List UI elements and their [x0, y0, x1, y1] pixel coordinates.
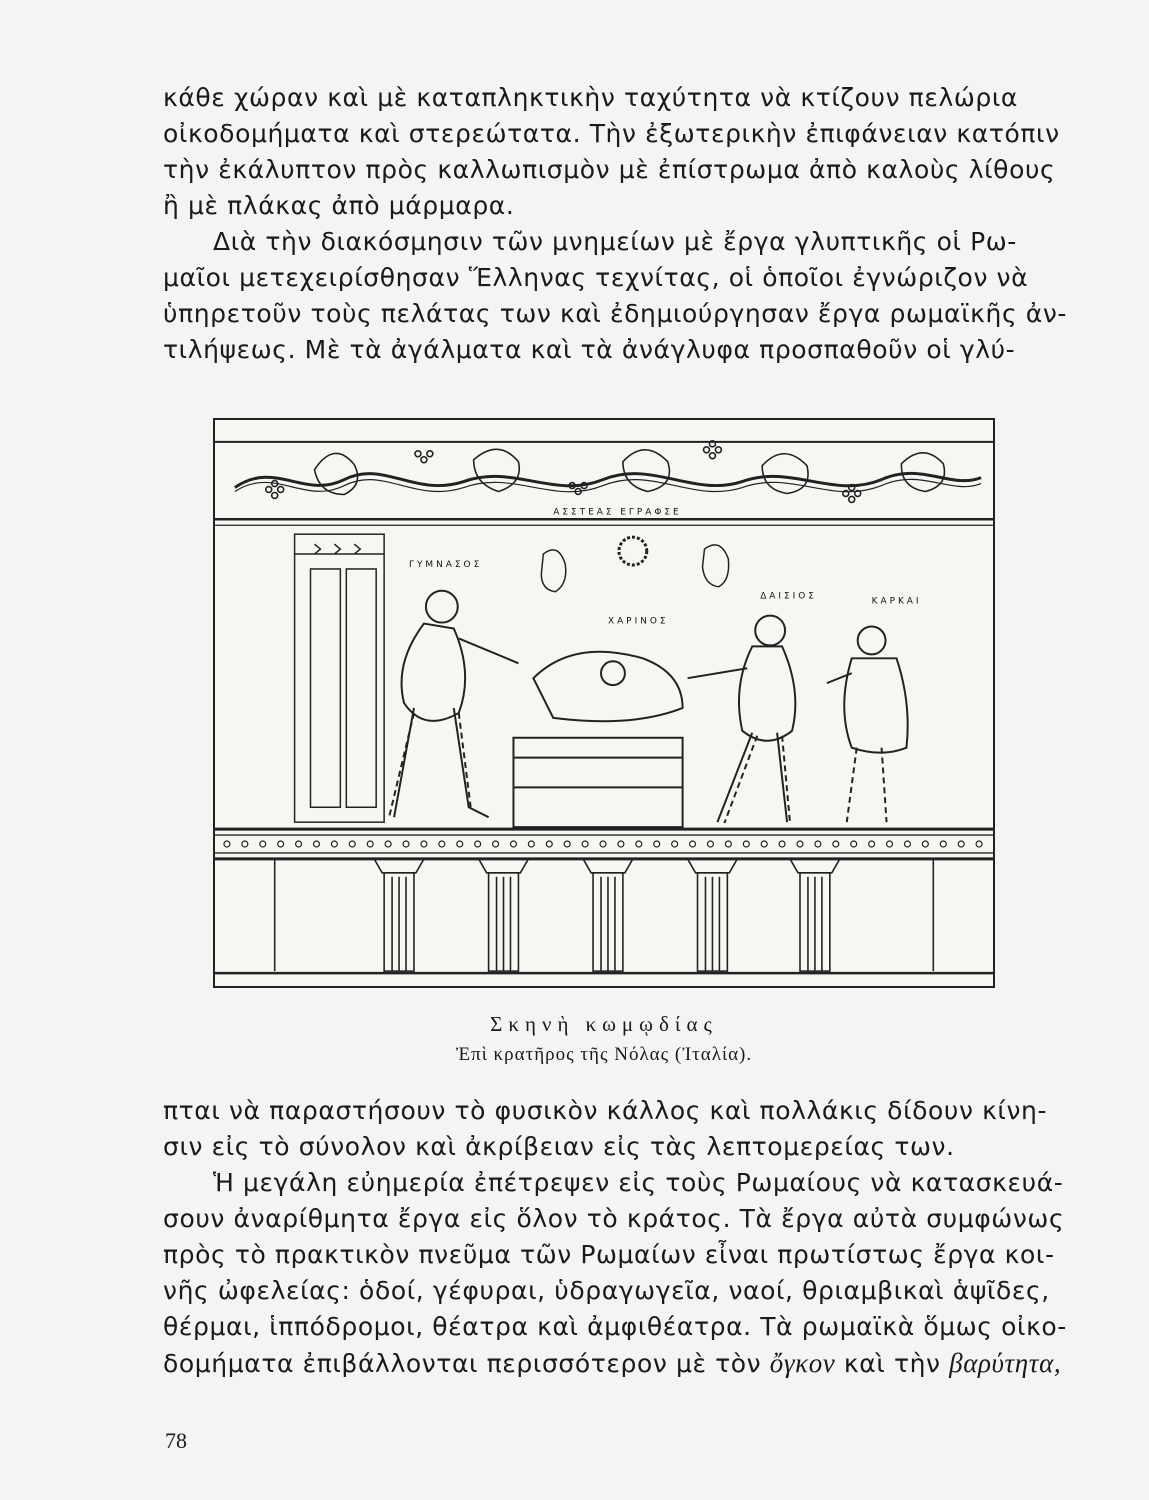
text-line: τιλήψεως. Μὲ τὰ ἀγάλματα καὶ τὰ ἀνάγλυφα προσπαθοῦν οἱ γλύ- — [163, 335, 1016, 364]
name-daisios: ΔΑΙΣΙΟΣ — [760, 591, 817, 602]
text-line: πται νὰ παραστήσουν τὸ φυσικὸν κάλλος καὶ πολλάκις δίδουν κίνη- — [163, 1096, 1048, 1125]
text-line: πρὸς τὸ πρακτικὸν πνεῦμα τῶν Ρωμαίων εἶναι πρωτίστως ἔργα κοι- — [163, 1240, 1055, 1269]
name-gymnasos: ΓΥΜΝΑΣΟΣ — [409, 559, 483, 570]
text-line: ἢ μὲ πλάκας ἀπὸ μάρμαρα. — [163, 191, 515, 220]
vase-painting-figure — [213, 418, 995, 988]
figure-caption-subtitle: Ἐπὶ κρατῆρος τῆς Νόλας (Ἰταλία). — [455, 1044, 753, 1065]
text-line: μαῖοι μετεχειρίσθησαν Ἕλληνας τεχνίτας, οἱ ὁποῖοι ἐγνώριζον νὰ — [163, 263, 1029, 292]
text-line-last — [163, 1345, 1062, 1381]
text-line: νῆς ὠφελείας: ὁδοί, γέφυραι, ὑδραγωγεῖα, ναοί, θριαμβικαὶ ἁψῖδες, — [163, 1276, 1050, 1305]
text-line: Ἡ μεγάλη εὐημερία ἐπέτρεψεν εἰς τοὺς Ρωμαίους νὰ κατασκευά- — [213, 1168, 1064, 1197]
hanging-masks — [541, 537, 728, 592]
doorway — [295, 534, 385, 822]
name-karkai: ΚΑΡΚΑΙ — [871, 596, 922, 607]
italic-word-barytita: βαρύτητα, — [949, 1348, 1062, 1378]
name-charinos: ΧΑΡΙΝΟΣ — [607, 616, 669, 627]
text-line: τὴν ἐκάλυπτον πρὸς καλλωπισμὸν μὲ ἐπίστρωμα ἀπὸ καλοὺς λίθους — [163, 155, 1056, 184]
stage-dot-band — [224, 841, 982, 847]
page-number: 78 — [165, 1428, 187, 1453]
italic-word-onkon: ὄγκον — [769, 1348, 836, 1378]
vine-tendril — [235, 473, 981, 487]
figure-caption-title: Σκηνὴ κωμῳδίας — [490, 1012, 718, 1036]
stage-supports — [275, 859, 934, 971]
text-paragraph-1 — [163, 80, 1068, 368]
last-line-text: δομήματα ἐπιβάλλονται περισσότερον μὲ τὸν — [163, 1349, 770, 1378]
text-line: θέρμαι, ἱππόδρομοι, θέατρα καὶ ἀμφιθέατρα. Τὰ ρωμαϊκὰ ὅμως οἰκο- — [163, 1312, 1067, 1341]
text-line: κάθε χώραν καὶ μὲ καταπληκτικὴν ταχύτητα νὰ κτίζουν πελώρια — [163, 83, 1018, 112]
last-line-text: καὶ τὴν — [835, 1349, 950, 1378]
text-line: ὑπηρετοῦν τοὺς πελάτας των καὶ ἐδημιούργησαν ἔργα ρωμαϊκῆς ἀν- — [163, 299, 1068, 328]
text-line: οἰκοδομήματα καὶ στερεώτατα. Τὴν ἐξωτερικὴν ἐπιφάνειαν κατόπιν — [163, 119, 1060, 148]
ivy-leaves — [266, 441, 945, 503]
artist-signature: ΑΣΣΤΕΑΣ ΕΓΡΑΦΣΕ — [553, 507, 682, 518]
comedy-scene-illustration — [215, 420, 993, 986]
text-line: σουν ἀναρίθμητα ἔργα εἰς ὅλον τὸ κράτος. Τὰ ἔργα αὐτὰ συμφώνως — [163, 1204, 1065, 1233]
text-line: Διὰ τὴν διακόσμησιν τῶν μνημείων μὲ ἔργα γλυπτικῆς οἱ Ρω- — [213, 227, 1017, 256]
text-paragraph-3 — [163, 1093, 1067, 1381]
text-line: σιν εἰς τὸ σύνολον καὶ ἀκρίβειαν εἰς τὰς λεπτομερείας των. — [163, 1132, 955, 1161]
